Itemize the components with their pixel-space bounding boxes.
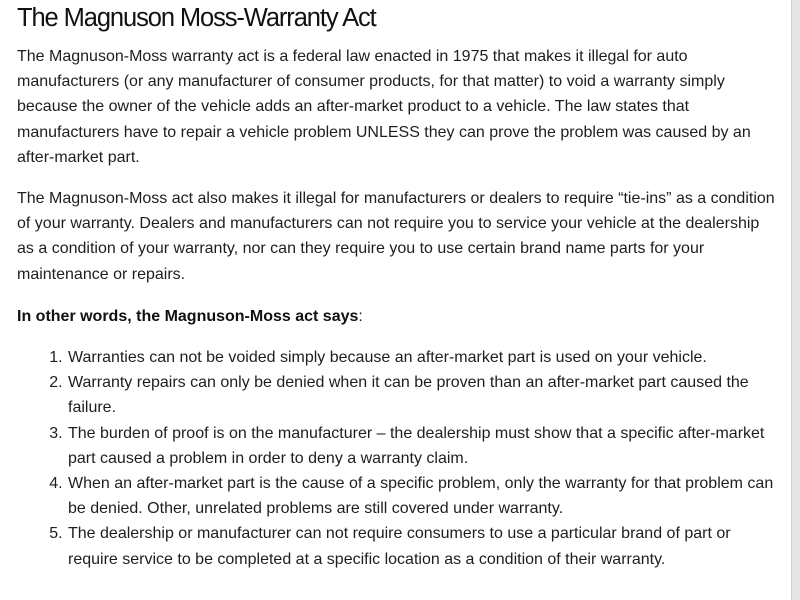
- summary-lead: [17, 304, 779, 329]
- scrollbar-track[interactable]: [791, 0, 800, 600]
- list-item: 2. Warranty repairs can only be denied when it can be proven than an after-market part caused the failure.: [67, 370, 779, 420]
- tie-ins-paragraph: The Magnuson-Moss act also makes it illegal for manufacturers or dealers to require “tie-ins” as a condition of your warranty. Dealers and manufacturers can not require you to service your vehicle at the dealership as a condition of your warranty, nor can they require you to use certain brand name parts for your maintenance or repairs.: [17, 190, 775, 283]
- summary-lead-bold: In other words, the Magnuson-Moss act says: [17, 307, 359, 325]
- list-item: 3. The burden of proof is on the manufacturer – the dealership must show that a specific after-market part caused a problem in order to deny a warranty claim.: [67, 421, 779, 471]
- points-list: [17, 345, 779, 572]
- article-title: The Magnuson Moss-Warranty Act: [17, 4, 376, 32]
- article: [17, 0, 779, 572]
- intro-paragraph: The Magnuson-Moss warranty act is a federal law enacted in 1975 that makes it illegal for auto manufacturers (or any manufacturer of consumer products, for that matter) to void a warranty simply because the owner of the vehicle adds an after-market product to a vehicle. The law states that manufacturers have to repair a vehicle problem UNLESS they can prove the problem was caused by an after-market part.: [17, 48, 751, 166]
- list-item: 5. The dealership or manufacturer can not require consumers to use a particular brand of part or require service to be completed at a specific location as a condition of their warranty.: [67, 521, 779, 571]
- list-item: 1. Warranties can not be voided simply because an after-market part is used on your vehicle.: [67, 345, 779, 370]
- summary-lead-colon: :: [358, 307, 363, 325]
- list-item: 4. When an after-market part is the cause of a specific problem, only the warranty for that problem can be denied. Other, unrelated problems are still covered under warranty.: [67, 471, 779, 521]
